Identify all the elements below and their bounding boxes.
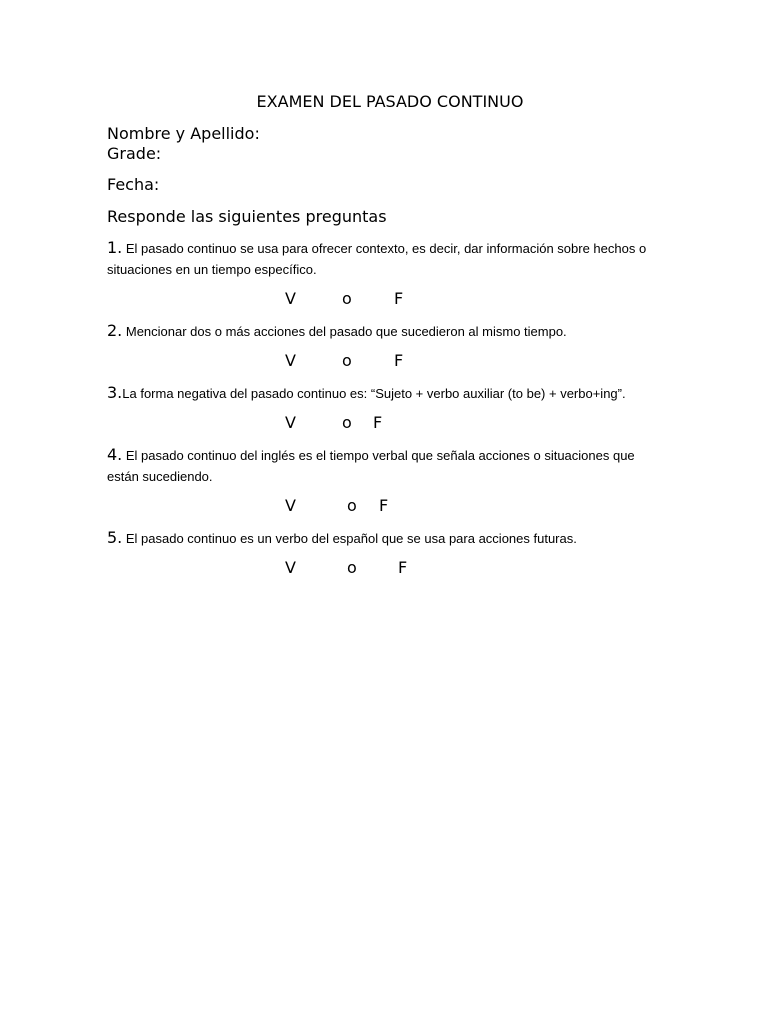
true-option: V <box>285 558 296 577</box>
question-number: 5. <box>107 528 123 547</box>
question-text: Mencionar dos o más acciones del pasado que sucedieron al mismo tiempo. <box>122 324 567 339</box>
question-text: La forma negativa del pasado continuo es: “Sujeto + verbo auxiliar (to be) + verbo+ing”. <box>122 386 626 401</box>
question-number: 4. <box>107 445 123 464</box>
question-text: El pasado continuo del inglés es el tiempo verbal que señala acciones o situaciones que están sucediendo. <box>107 448 635 484</box>
question-4 <box>107 444 667 487</box>
false-option: F <box>394 289 404 308</box>
false-option: F <box>394 351 404 370</box>
question-number: 1. <box>107 238 123 257</box>
date-field-label: Fecha: <box>107 175 160 194</box>
or-separator: o <box>347 496 357 515</box>
question-number: 3. <box>107 383 123 402</box>
true-option: V <box>285 289 296 308</box>
question-number: 2. <box>107 321 123 340</box>
grade-field-label: Grade: <box>107 144 162 163</box>
exam-document <box>107 92 667 589</box>
exam-title: EXAMEN DEL PASADO CONTINUO <box>256 92 524 111</box>
question-3 <box>107 382 667 404</box>
or-separator: o <box>342 289 352 308</box>
true-false-choices <box>107 557 667 579</box>
or-separator: o <box>342 351 352 370</box>
question-5 <box>107 527 667 549</box>
name-field-label: Nombre y Apellido: <box>107 124 260 143</box>
false-option: F <box>379 496 389 515</box>
question-2 <box>107 320 667 342</box>
or-separator: o <box>342 413 352 432</box>
true-option: V <box>285 351 296 370</box>
true-false-choices <box>107 350 667 372</box>
true-false-choices <box>107 288 667 310</box>
true-option: V <box>285 413 296 432</box>
false-option: F <box>373 413 383 432</box>
question-text: El pasado continuo se usa para ofrecer contexto, es decir, dar información sobre hechos o situaciones en un tiempo específico. <box>107 241 647 277</box>
instructions-text: Responde las siguientes preguntas <box>107 207 387 226</box>
true-option: V <box>285 496 296 515</box>
true-false-choices <box>107 495 667 517</box>
or-separator: o <box>347 558 357 577</box>
question-1 <box>107 237 667 280</box>
question-text: El pasado continuo es un verbo del español que se usa para acciones futuras. <box>122 531 577 546</box>
true-false-choices <box>107 412 667 434</box>
false-option: F <box>398 558 408 577</box>
